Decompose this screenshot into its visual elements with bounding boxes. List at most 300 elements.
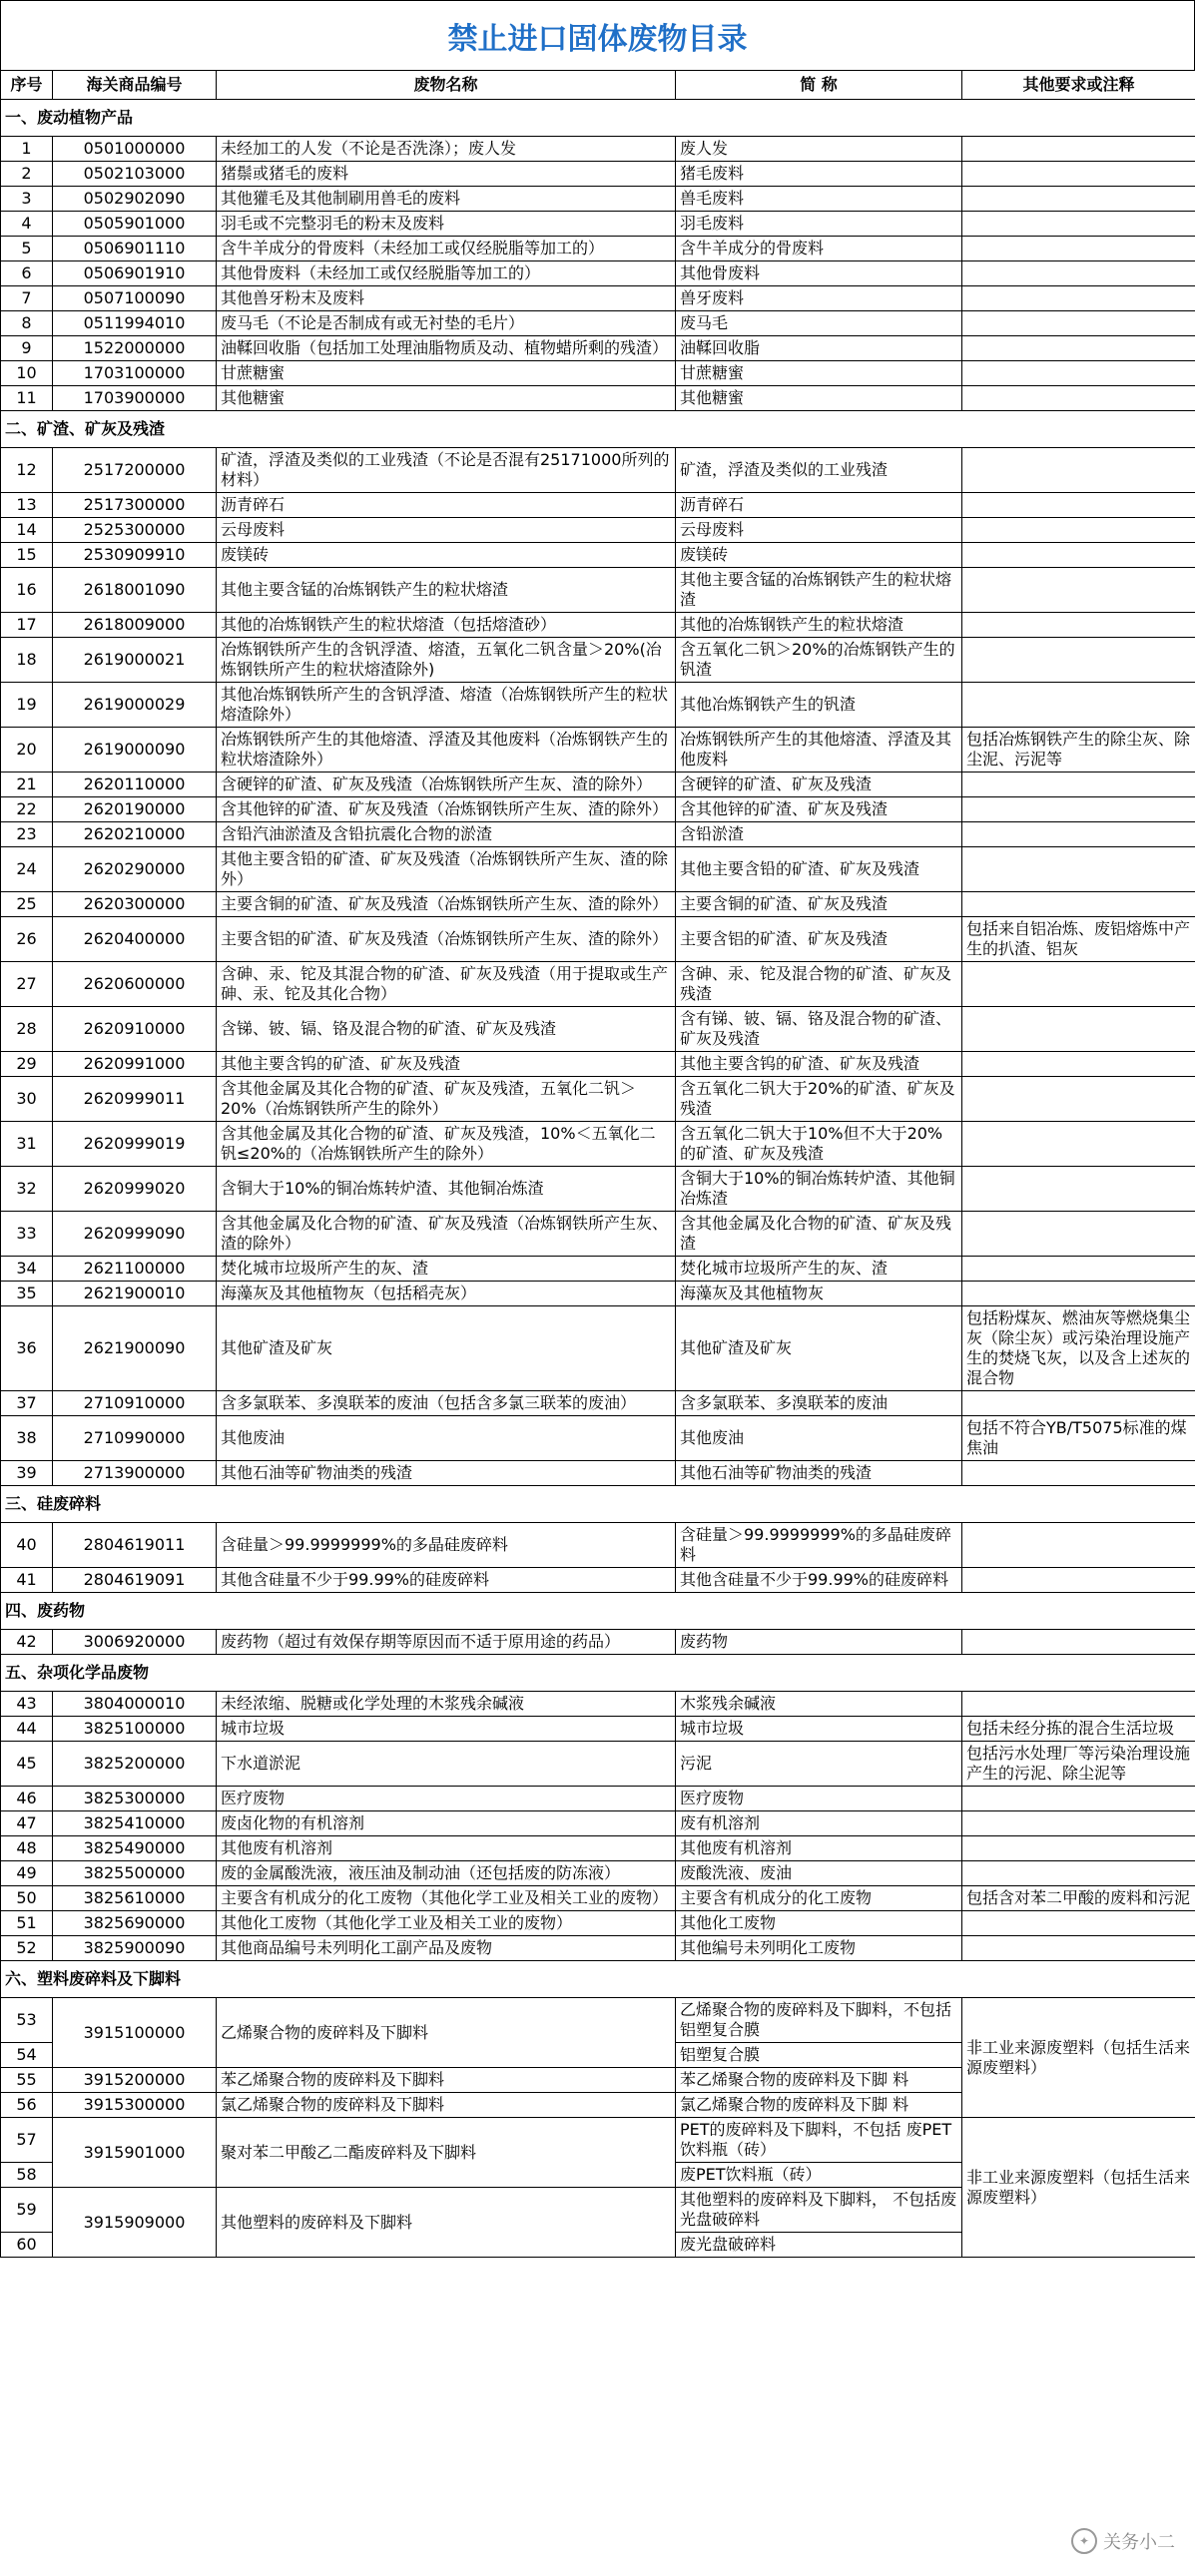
row-name: 其他矿渣及矿灰 bbox=[217, 1306, 676, 1391]
row-no: 44 bbox=[1, 1717, 53, 1742]
row-name: 其他商品编号未列明化工副产品及废物 bbox=[217, 1936, 676, 1961]
row-no: 16 bbox=[1, 568, 53, 613]
row-note bbox=[962, 1911, 1195, 1936]
row-note bbox=[962, 1630, 1195, 1655]
row-no: 54 bbox=[1, 2043, 53, 2068]
row-name: 含硬锌的矿渣、矿灰及残渣（冶炼钢铁所产生灰、渣的除外） bbox=[217, 773, 676, 797]
table-row bbox=[1, 1568, 1195, 1593]
waste-catalog-table bbox=[0, 70, 1195, 2258]
table-row bbox=[1, 212, 1195, 237]
row-note bbox=[962, 286, 1195, 311]
row-no: 3 bbox=[1, 187, 53, 212]
row-code: 0502902090 bbox=[53, 187, 217, 212]
row-name: 未经加工的人发（不论是否洗涤）；废人发 bbox=[217, 137, 676, 162]
table-row bbox=[1, 543, 1195, 568]
row-code: 2619000021 bbox=[53, 638, 217, 683]
row-no: 23 bbox=[1, 822, 53, 847]
row-note bbox=[962, 493, 1195, 518]
row-no: 38 bbox=[1, 1416, 53, 1461]
row-no: 49 bbox=[1, 1861, 53, 1886]
row-no: 37 bbox=[1, 1391, 53, 1416]
table-row bbox=[1, 847, 1195, 892]
row-code: 2619000090 bbox=[53, 728, 217, 773]
row-no: 17 bbox=[1, 613, 53, 638]
row-no: 35 bbox=[1, 1282, 53, 1306]
table-row bbox=[1, 336, 1195, 361]
row-code: 2525300000 bbox=[53, 518, 217, 543]
row-short: 含铅淤渣 bbox=[676, 822, 962, 847]
row-note: 非工业来源废塑料（包括生活来源废塑料） bbox=[962, 2118, 1195, 2258]
row-code: 2713900000 bbox=[53, 1461, 217, 1486]
row-no: 51 bbox=[1, 1911, 53, 1936]
row-no: 31 bbox=[1, 1122, 53, 1167]
row-short: 沥青碎石 bbox=[676, 493, 962, 518]
row-short: 其他主要含钨的矿渣、矿灰及残渣 bbox=[676, 1052, 962, 1077]
row-code: 2618009000 bbox=[53, 613, 217, 638]
row-code: 3006920000 bbox=[53, 1630, 217, 1655]
row-code: 2620991000 bbox=[53, 1052, 217, 1077]
row-no: 56 bbox=[1, 2093, 53, 2118]
row-name: 未经浓缩、脱糖或化学处理的木浆残余碱液 bbox=[217, 1692, 676, 1717]
row-code: 0507100090 bbox=[53, 286, 217, 311]
row-name: 含其他锌的矿渣、矿灰及残渣（冶炼钢铁所产生灰、渣的除外） bbox=[217, 797, 676, 822]
table-row bbox=[1, 1787, 1195, 1811]
row-name: 废药物（超过有效保存期等原因而不适于原用途的药品） bbox=[217, 1630, 676, 1655]
row-no: 42 bbox=[1, 1630, 53, 1655]
table-row bbox=[1, 797, 1195, 822]
row-name: 其他主要含钨的矿渣、矿灰及残渣 bbox=[217, 1052, 676, 1077]
table-row bbox=[1, 1911, 1195, 1936]
row-name: 含其他金属及其化合物的矿渣、矿灰及残渣，五氧化二钒＞20%（冶炼钢铁所产生的除外） bbox=[217, 1077, 676, 1122]
row-short: 含其他锌的矿渣、矿灰及残渣 bbox=[676, 797, 962, 822]
row-short: 乙烯聚合物的废碎料及下脚料，不包括铝塑复合膜 bbox=[676, 1998, 962, 2043]
row-name: 废的金属酸洗液，液压油及制动油（还包括废的防冻液） bbox=[217, 1861, 676, 1886]
row-name: 其他主要含锰的冶炼钢铁产生的粒状熔渣 bbox=[217, 568, 676, 613]
row-note bbox=[962, 1861, 1195, 1886]
row-name: 氯乙烯聚合物的废碎料及下脚料 bbox=[217, 2093, 676, 2118]
row-short: 其他塑料的废碎料及下脚料， 不包括废光盘破碎料 bbox=[676, 2188, 962, 2233]
row-name: 羽毛或不完整羽毛的粉末及废料 bbox=[217, 212, 676, 237]
row-no: 45 bbox=[1, 1742, 53, 1787]
table-row bbox=[1, 638, 1195, 683]
row-code: 2620190000 bbox=[53, 797, 217, 822]
row-short: 其他石油等矿物油类的残渣 bbox=[676, 1461, 962, 1486]
row-code: 1703900000 bbox=[53, 386, 217, 411]
row-name: 其他獾毛及其他制刷用兽毛的废料 bbox=[217, 187, 676, 212]
row-short: 其他糖蜜 bbox=[676, 386, 962, 411]
row-short: 含砷、汞、铊及混合物的矿渣、矿灰及残渣 bbox=[676, 962, 962, 1007]
row-no: 47 bbox=[1, 1811, 53, 1836]
row-short: 油鞣回收脂 bbox=[676, 336, 962, 361]
row-no: 5 bbox=[1, 237, 53, 261]
row-name: 其他废油 bbox=[217, 1416, 676, 1461]
table-row bbox=[1, 822, 1195, 847]
row-no: 25 bbox=[1, 892, 53, 917]
row-code: 0506901110 bbox=[53, 237, 217, 261]
row-note bbox=[962, 613, 1195, 638]
table-row bbox=[1, 1998, 1195, 2043]
table-row bbox=[1, 1391, 1195, 1416]
table-row bbox=[1, 1886, 1195, 1911]
row-code: 3825300000 bbox=[53, 1787, 217, 1811]
row-short: 废镁砖 bbox=[676, 543, 962, 568]
table-row bbox=[1, 1630, 1195, 1655]
row-note bbox=[962, 892, 1195, 917]
table-row bbox=[1, 1052, 1195, 1077]
table-row bbox=[1, 1416, 1195, 1461]
row-code: 2621900090 bbox=[53, 1306, 217, 1391]
row-code: 3825500000 bbox=[53, 1861, 217, 1886]
row-note bbox=[962, 543, 1195, 568]
row-code: 2620999011 bbox=[53, 1077, 217, 1122]
row-note bbox=[962, 1257, 1195, 1282]
section-label: 一、废动植物产品 bbox=[1, 100, 1195, 137]
row-name: 废镁砖 bbox=[217, 543, 676, 568]
row-short: 苯乙烯聚合物的废碎料及下脚 料 bbox=[676, 2068, 962, 2093]
row-code: 2620110000 bbox=[53, 773, 217, 797]
row-note bbox=[962, 518, 1195, 543]
row-short: 含硅量＞99.9999999%的多晶硅废碎料 bbox=[676, 1523, 962, 1568]
row-note bbox=[962, 237, 1195, 261]
row-name: 其他石油等矿物油类的残渣 bbox=[217, 1461, 676, 1486]
row-name: 主要含铝的矿渣、矿灰及残渣（冶炼钢铁所产生灰、渣的除外） bbox=[217, 917, 676, 962]
row-name: 油鞣回收脂（包括加工处理油脂物质及动、植物蜡所剩的残渣） bbox=[217, 336, 676, 361]
row-code: 2621900010 bbox=[53, 1282, 217, 1306]
table-header-row bbox=[1, 71, 1195, 100]
col-header-short: 简 称 bbox=[676, 71, 962, 100]
table-row bbox=[1, 1742, 1195, 1787]
col-header-name: 废物名称 bbox=[217, 71, 676, 100]
row-short: 污泥 bbox=[676, 1742, 962, 1787]
table-row bbox=[1, 361, 1195, 386]
row-note bbox=[962, 822, 1195, 847]
row-name: 主要含铜的矿渣、矿灰及残渣（冶炼钢铁所产生灰、渣的除外） bbox=[217, 892, 676, 917]
row-note bbox=[962, 386, 1195, 411]
row-note bbox=[962, 1282, 1195, 1306]
row-no: 43 bbox=[1, 1692, 53, 1717]
row-short: 含五氧化二钒大于20%的矿渣、矿灰及残渣 bbox=[676, 1077, 962, 1122]
row-no: 7 bbox=[1, 286, 53, 311]
row-name: 乙烯聚合物的废碎料及下脚料 bbox=[217, 1998, 676, 2068]
row-short: 废PET饮料瓶（砖） bbox=[676, 2163, 962, 2188]
row-note: 非工业来源废塑料（包括生活来源废塑料） bbox=[962, 1998, 1195, 2118]
row-short: 含有锑、铍、镉、铬及混合物的矿渣、矿灰及残渣 bbox=[676, 1007, 962, 1052]
table-row bbox=[1, 1007, 1195, 1052]
row-name: 其他塑料的废碎料及下脚料 bbox=[217, 2188, 676, 2258]
row-note bbox=[962, 1391, 1195, 1416]
section-row bbox=[1, 411, 1195, 448]
row-name: 下水道淤泥 bbox=[217, 1742, 676, 1787]
row-code: 3825900090 bbox=[53, 1936, 217, 1961]
row-no: 21 bbox=[1, 773, 53, 797]
row-code: 0511994010 bbox=[53, 311, 217, 336]
row-code: 2620300000 bbox=[53, 892, 217, 917]
row-no: 48 bbox=[1, 1836, 53, 1861]
row-note bbox=[962, 797, 1195, 822]
row-short: 废有机溶剂 bbox=[676, 1811, 962, 1836]
row-name: 含多氯联苯、多溴联苯的废油（包括含多氯三联苯的废油） bbox=[217, 1391, 676, 1416]
row-name: 其他主要含铅的矿渣、矿灰及残渣（冶炼钢铁所产生灰、渣的除外） bbox=[217, 847, 676, 892]
row-short: 其他主要含锰的冶炼钢铁产生的粒状熔渣 bbox=[676, 568, 962, 613]
section-label: 三、硅废碎料 bbox=[1, 1486, 1195, 1523]
row-note: 包括未经分拣的混合生活垃圾 bbox=[962, 1717, 1195, 1742]
row-name: 其他兽牙粉末及废料 bbox=[217, 286, 676, 311]
row-note bbox=[962, 1692, 1195, 1717]
row-name: 甘蔗糖蜜 bbox=[217, 361, 676, 386]
row-code: 2710990000 bbox=[53, 1416, 217, 1461]
row-name: 云母废料 bbox=[217, 518, 676, 543]
row-note bbox=[962, 187, 1195, 212]
row-code: 1703100000 bbox=[53, 361, 217, 386]
row-note bbox=[962, 1122, 1195, 1167]
row-note bbox=[962, 1523, 1195, 1568]
row-name: 苯乙烯聚合物的废碎料及下脚料 bbox=[217, 2068, 676, 2093]
row-short: 含牛羊成分的骨废料 bbox=[676, 237, 962, 261]
row-no: 60 bbox=[1, 2233, 53, 2258]
row-short: 其他编号未列明化工废物 bbox=[676, 1936, 962, 1961]
row-note bbox=[962, 962, 1195, 1007]
row-no: 22 bbox=[1, 797, 53, 822]
row-name: 含铅汽油淤渣及含铅抗震化合物的淤渣 bbox=[217, 822, 676, 847]
row-no: 10 bbox=[1, 361, 53, 386]
row-note bbox=[962, 1461, 1195, 1486]
row-note bbox=[962, 1811, 1195, 1836]
table-row bbox=[1, 1861, 1195, 1886]
table-row bbox=[1, 683, 1195, 728]
row-no: 46 bbox=[1, 1787, 53, 1811]
table-row bbox=[1, 261, 1195, 286]
table-row bbox=[1, 892, 1195, 917]
row-code: 3825690000 bbox=[53, 1911, 217, 1936]
row-short: 兽毛废料 bbox=[676, 187, 962, 212]
row-name: 废卤化物的有机溶剂 bbox=[217, 1811, 676, 1836]
table-row bbox=[1, 962, 1195, 1007]
row-short: 甘蔗糖蜜 bbox=[676, 361, 962, 386]
table-row bbox=[1, 137, 1195, 162]
row-no: 8 bbox=[1, 311, 53, 336]
section-row bbox=[1, 1655, 1195, 1692]
row-no: 14 bbox=[1, 518, 53, 543]
row-short: 主要含铝的矿渣、矿灰及残渣 bbox=[676, 917, 962, 962]
row-short: 含五氧化二钒大于10%但不大于20%的矿渣、矿灰及残渣 bbox=[676, 1122, 962, 1167]
row-name: 焚化城市垃圾所产生的灰、渣 bbox=[217, 1257, 676, 1282]
row-code: 2710910000 bbox=[53, 1391, 217, 1416]
row-short: 废马毛 bbox=[676, 311, 962, 336]
row-note bbox=[962, 1787, 1195, 1811]
row-code: 2517200000 bbox=[53, 448, 217, 493]
row-no: 9 bbox=[1, 336, 53, 361]
row-note bbox=[962, 162, 1195, 187]
row-note bbox=[962, 638, 1195, 683]
row-code: 2620210000 bbox=[53, 822, 217, 847]
row-short: 含其他金属及化合物的矿渣、矿灰及残渣 bbox=[676, 1212, 962, 1257]
row-short: 云母废料 bbox=[676, 518, 962, 543]
row-note bbox=[962, 1052, 1195, 1077]
table-row bbox=[1, 1461, 1195, 1486]
row-note: 包括含对苯二甲酸的废料和污泥 bbox=[962, 1886, 1195, 1911]
row-no: 53 bbox=[1, 1998, 53, 2043]
row-code: 3825610000 bbox=[53, 1886, 217, 1911]
row-short: 其他废油 bbox=[676, 1416, 962, 1461]
row-name: 含铜大于10%的铜冶炼转炉渣、其他铜冶炼渣 bbox=[217, 1167, 676, 1212]
row-note bbox=[962, 361, 1195, 386]
row-no: 11 bbox=[1, 386, 53, 411]
watermark bbox=[1071, 2528, 1175, 2554]
row-name: 城市垃圾 bbox=[217, 1717, 676, 1742]
table-row bbox=[1, 1077, 1195, 1122]
row-name: 含锑、铍、镉、铬及混合物的矿渣、矿灰及残渣 bbox=[217, 1007, 676, 1052]
row-short: 废人发 bbox=[676, 137, 962, 162]
row-code: 3915300000 bbox=[53, 2093, 217, 2118]
row-note bbox=[962, 1007, 1195, 1052]
row-no: 34 bbox=[1, 1257, 53, 1282]
row-code: 2517300000 bbox=[53, 493, 217, 518]
row-no: 29 bbox=[1, 1052, 53, 1077]
row-note bbox=[962, 212, 1195, 237]
row-name: 其他含硅量不少于99.99%的硅废碎料 bbox=[217, 1568, 676, 1593]
table-row bbox=[1, 1717, 1195, 1742]
row-note: 包括来自铝冶炼、废铝熔炼中产生的扒渣、铝灰 bbox=[962, 917, 1195, 962]
row-note bbox=[962, 847, 1195, 892]
section-label: 二、矿渣、矿灰及残渣 bbox=[1, 411, 1195, 448]
row-code: 2620999090 bbox=[53, 1212, 217, 1257]
row-note bbox=[962, 448, 1195, 493]
col-header-no: 序号 bbox=[1, 71, 53, 100]
watermark-text: 关务小二 bbox=[1103, 2532, 1175, 2553]
row-code: 0501000000 bbox=[53, 137, 217, 162]
table-row bbox=[1, 386, 1195, 411]
row-short: 焚化城市垃圾所产生的灰、渣 bbox=[676, 1257, 962, 1282]
row-short: 其他废有机溶剂 bbox=[676, 1836, 962, 1861]
table-row bbox=[1, 1836, 1195, 1861]
table-row bbox=[1, 2118, 1195, 2163]
table-row bbox=[1, 162, 1195, 187]
row-code: 0502103000 bbox=[53, 162, 217, 187]
row-name: 含硅量＞99.9999999%的多晶硅废碎料 bbox=[217, 1523, 676, 1568]
table-row bbox=[1, 1122, 1195, 1167]
row-no: 19 bbox=[1, 683, 53, 728]
row-short: 废光盘破碎料 bbox=[676, 2233, 962, 2258]
row-code: 3915100000 bbox=[53, 1998, 217, 2068]
table-row bbox=[1, 187, 1195, 212]
table-row bbox=[1, 286, 1195, 311]
row-name: 沥青碎石 bbox=[217, 493, 676, 518]
table-row bbox=[1, 311, 1195, 336]
row-short: 其他冶炼钢铁产生的钒渣 bbox=[676, 683, 962, 728]
row-code: 3825100000 bbox=[53, 1717, 217, 1742]
row-name: 其他废有机溶剂 bbox=[217, 1836, 676, 1861]
row-short: 海藻灰及其他植物灰 bbox=[676, 1282, 962, 1306]
row-name: 含其他金属及其化合物的矿渣、矿灰及残渣，10%＜五氧化二钒≤20%的（冶炼钢铁所产生的除外） bbox=[217, 1122, 676, 1167]
section-label: 六、塑料废碎料及下脚料 bbox=[1, 1961, 1195, 1998]
table-row bbox=[1, 448, 1195, 493]
table-row bbox=[1, 1282, 1195, 1306]
row-short: 羽毛废料 bbox=[676, 212, 962, 237]
row-note bbox=[962, 1568, 1195, 1593]
col-header-note: 其他要求或注释 bbox=[962, 71, 1195, 100]
row-no: 12 bbox=[1, 448, 53, 493]
wechat-icon: ✦ bbox=[1071, 2528, 1097, 2554]
row-name: 主要含有机成分的化工废物（其他化学工业及相关工业的废物） bbox=[217, 1886, 676, 1911]
section-row bbox=[1, 100, 1195, 137]
row-note bbox=[962, 336, 1195, 361]
row-code: 2804619011 bbox=[53, 1523, 217, 1568]
row-no: 15 bbox=[1, 543, 53, 568]
col-header-code: 海关商品编号 bbox=[53, 71, 217, 100]
table-row bbox=[1, 613, 1195, 638]
row-no: 24 bbox=[1, 847, 53, 892]
row-no: 30 bbox=[1, 1077, 53, 1122]
row-code: 2620999019 bbox=[53, 1122, 217, 1167]
section-label: 五、杂项化学品废物 bbox=[1, 1655, 1195, 1692]
page-title: 禁止进口固体废物目录 bbox=[0, 0, 1195, 70]
row-note bbox=[962, 1212, 1195, 1257]
row-short: 其他含硅量不少于99.99%的硅废碎料 bbox=[676, 1568, 962, 1593]
table-row bbox=[1, 917, 1195, 962]
row-code: 2620400000 bbox=[53, 917, 217, 962]
table-row bbox=[1, 773, 1195, 797]
row-name: 海藻灰及其他植物灰（包括稻壳灰） bbox=[217, 1282, 676, 1306]
row-no: 4 bbox=[1, 212, 53, 237]
row-name: 聚对苯二甲酸乙二酯废碎料及下脚料 bbox=[217, 2118, 676, 2188]
row-no: 50 bbox=[1, 1886, 53, 1911]
table-row bbox=[1, 518, 1195, 543]
row-no: 55 bbox=[1, 2068, 53, 2093]
row-short: 主要含有机成分的化工废物 bbox=[676, 1886, 962, 1911]
row-short: 氯乙烯聚合物的废碎料及下脚 料 bbox=[676, 2093, 962, 2118]
row-no: 41 bbox=[1, 1568, 53, 1593]
row-short: 含铜大于10%的铜冶炼转炉渣、其他铜冶炼渣 bbox=[676, 1167, 962, 1212]
row-short: 猪毛废料 bbox=[676, 162, 962, 187]
row-note: 包括粉煤灰、燃油灰等燃烧集尘灰（除尘灰）或污染治理设施产生的焚烧飞灰，以及含上述灰的混合物 bbox=[962, 1306, 1195, 1391]
row-no: 18 bbox=[1, 638, 53, 683]
row-code: 2530909910 bbox=[53, 543, 217, 568]
section-row bbox=[1, 1961, 1195, 1998]
row-short: 含五氧化二钒＞20%的冶炼钢铁产生的钒渣 bbox=[676, 638, 962, 683]
section-row bbox=[1, 1593, 1195, 1630]
row-code: 2618001090 bbox=[53, 568, 217, 613]
row-name: 其他骨废料（未经加工或仅经脱脂等加工的） bbox=[217, 261, 676, 286]
row-short: 其他主要含铅的矿渣、矿灰及残渣 bbox=[676, 847, 962, 892]
row-no: 33 bbox=[1, 1212, 53, 1257]
row-short: 废药物 bbox=[676, 1630, 962, 1655]
row-note bbox=[962, 683, 1195, 728]
row-name: 矿渣，浮渣及类似的工业残渣（不论是否混有25171000所列的材料） bbox=[217, 448, 676, 493]
row-short: 含多氯联苯、多溴联苯的废油 bbox=[676, 1391, 962, 1416]
row-note bbox=[962, 568, 1195, 613]
row-note bbox=[962, 1167, 1195, 1212]
row-code: 3915200000 bbox=[53, 2068, 217, 2093]
section-row bbox=[1, 1486, 1195, 1523]
row-note bbox=[962, 137, 1195, 162]
row-short: 冶炼钢铁所产生的其他熔渣、浮渣及其他废料 bbox=[676, 728, 962, 773]
row-name: 其他化工废物（其他化学工业及相关工业的废物） bbox=[217, 1911, 676, 1936]
row-short: PET的废碎料及下脚料，不包括 废PET饮料瓶（砖） bbox=[676, 2118, 962, 2163]
row-no: 28 bbox=[1, 1007, 53, 1052]
row-code: 2621100000 bbox=[53, 1257, 217, 1282]
row-short: 其他骨废料 bbox=[676, 261, 962, 286]
row-code: 3825410000 bbox=[53, 1811, 217, 1836]
row-name: 含牛羊成分的骨废料（未经加工或仅经脱脂等加工的） bbox=[217, 237, 676, 261]
row-note bbox=[962, 1077, 1195, 1122]
table-row bbox=[1, 1811, 1195, 1836]
row-name: 其他糖蜜 bbox=[217, 386, 676, 411]
table-row bbox=[1, 1167, 1195, 1212]
row-name: 冶炼钢铁所产生的其他熔渣、浮渣及其他废料（冶炼钢铁产生的粒状熔渣除外） bbox=[217, 728, 676, 773]
row-code: 3825490000 bbox=[53, 1836, 217, 1861]
row-no: 26 bbox=[1, 917, 53, 962]
row-no: 2 bbox=[1, 162, 53, 187]
